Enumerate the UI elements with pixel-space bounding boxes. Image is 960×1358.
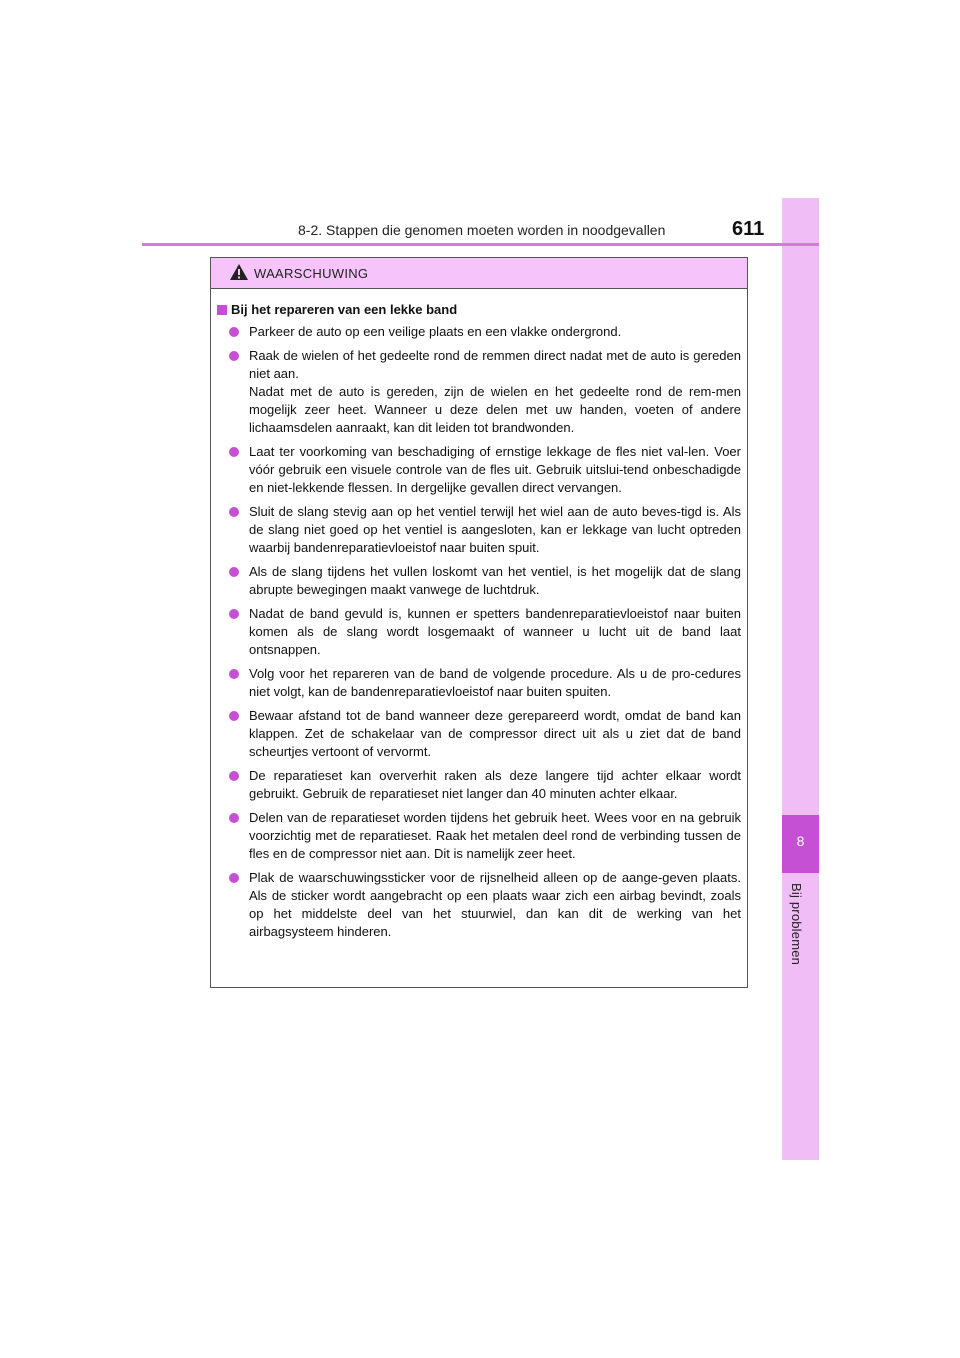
list-item-text: Delen van de reparatieset worden tijdens het gebruik heet. Wees voor en na gebruik voorzichtig met de reparatieset. Raak het metalen deel rond de verbinding tussen de fles en de compressor niet aan. Dit is namelijk zeer heet. [249,810,741,861]
list-item-text: Nadat de band gevuld is, kunnen er spetters bandenreparatievloeistof naar buiten komen als de slang wordt losgemaakt of wanneer u lucht uit de band laat ontsnappen. [249,606,741,657]
list-item [217,605,741,659]
list-item [217,809,741,863]
chapter-number: 8 [796,833,805,849]
bullet-dot-icon [229,813,239,823]
bullet-dot-icon [229,771,239,781]
list-item [217,767,741,803]
square-bullet-icon [217,305,227,315]
warning-list [217,323,741,941]
section-heading [217,301,741,319]
list-item-text: Laat ter voorkoming van beschadiging of ernstige lekkage de fles niet val-len. Voer vóór gebruik een visuele controle van de fles uit. Gebruik uitslui-tend onbeschadigde en niet-lekkende flessen. In dergelijke gevallen direct vervangen. [249,444,741,495]
page-title: 8-2. Stappen die genomen moeten worden in noodgevallen [298,222,666,238]
list-item-text: Sluit de slang stevig aan op het ventiel terwijl het wiel aan de auto beves-tigd is. Als de slang niet goed op het ventiel is aangesloten, kan er lekkage van lucht optreden waarbij bandenreparatievloeistof naar buiten spuit. [249,504,741,555]
list-item [217,347,741,437]
list-item-text: Parkeer de auto op een veilige plaats en een vlakke ondergrond. [249,324,622,339]
list-item [217,869,741,941]
bullet-dot-icon [229,351,239,361]
chapter-number-box [782,815,819,873]
bullet-dot-icon [229,447,239,457]
warning-triangle-icon [229,263,249,286]
list-item [217,443,741,497]
list-item [217,503,741,557]
list-item [217,665,741,701]
bullet-dot-icon [229,327,239,337]
list-item-text: Als de slang tijdens het vullen loskomt van het ventiel, is het mogelijk dat de slang abrupte bewegingen maakt vanwege de luchtdruk. [249,564,741,597]
warning-header [211,258,747,289]
bullet-dot-icon [229,669,239,679]
warning-box [210,257,748,988]
list-item-text: De reparatieset kan oververhit raken als deze langere tijd achter elkaar wordt gebruikt. Gebruik de reparatieset niet langer dan 40 minuten achter elkaar. [249,768,741,801]
warning-body [211,289,747,941]
warning-title: WAARSCHUWING [254,266,369,281]
list-item-text: Volg voor het repareren van de band de volgende procedure. Als u de pro-cedures niet volgt, kan de bandenreparatievloeistof naar buiten spuiten. [249,666,741,699]
header-rule [142,243,819,246]
bullet-dot-icon [229,873,239,883]
chapter-label: Bij problemen [789,883,804,966]
list-item [217,563,741,599]
side-tab [782,198,819,1160]
bullet-dot-icon [229,507,239,517]
bullet-dot-icon [229,609,239,619]
bullet-dot-icon [229,711,239,721]
list-item [217,323,741,341]
list-item [217,707,741,761]
bullet-dot-icon [229,567,239,577]
page-number: 611 [732,218,765,240]
section-heading-text: Bij het repareren van een lekke band [231,302,458,317]
list-item-text: Raak de wielen of het gedeelte rond de remmen direct nadat met de auto is gereden niet aan. Nadat met de auto is gereden, zijn de wielen en het gedeelte rond de rem-men mogelijk zeer heet. Wanneer u deze delen met uw handen, voeten of andere lichaamsdelen aanraakt, kan dit leiden tot brandwonden. [249,348,741,435]
list-item-text: Plak de waarschuwingssticker voor de rijsnelheid alleen op de aange-geven plaats. Als de sticker wordt aangebracht op een plaats waar zich een airbag bevindt, zoals op het middelste deel van het stuurwiel, dan kan dit de werking van het airbagsysteem hinderen. [249,870,741,939]
list-item-text: Bewaar afstand tot de band wanneer deze gerepareerd wordt, omdat de band kan klappen. Zet de schakelaar van de compressor direct uit als u ziet dat de band scheurtjes vertoont of vervormt. [249,708,741,759]
